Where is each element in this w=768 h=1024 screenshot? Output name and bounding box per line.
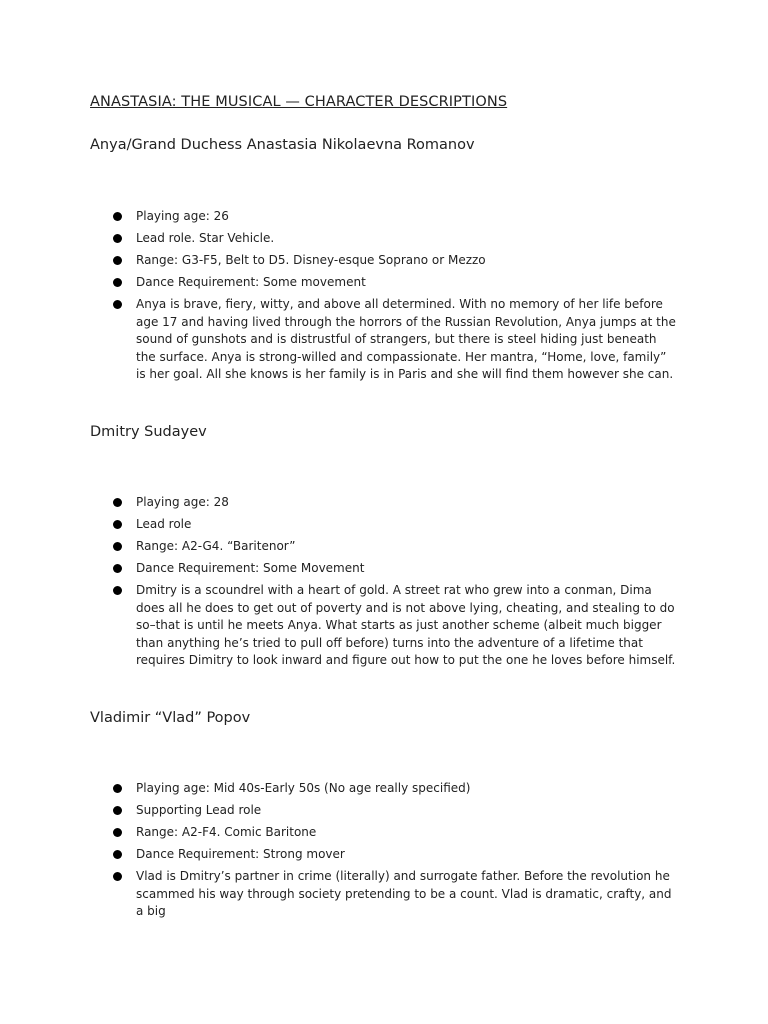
bullet-icon [113, 872, 122, 881]
list-item: Playing age: 28 [0, 494, 676, 512]
document-title: ANASTASIA: THE MUSICAL — CHARACTER DESCRIPTIONS [90, 94, 508, 110]
list-item: Vlad is Dmitry’s partner in crime (literally) and surrogate father. Before the revolution he scammed his way through society pretending to be a count. Vlad is dramatic, crafty, and a big [0, 868, 676, 921]
character-details-vlad [0, 780, 768, 925]
bullet-icon [113, 212, 122, 221]
list-item: Dmitry is a scoundrel with a heart of gold. A street rat who grew into a conman, Dima does all he does to get out of poverty and is not above lying, cheating, and stealing to do so–that is until he meets Anya. What starts as just another scheme (albeit much bigger than anything he’s tried to pull off before) turns into the adventure of a lifetime that requires Dimitry to look inward and figure out how to put the one he loves before himself. [0, 582, 676, 670]
character-name-vlad: Vladimir “Vlad” Popov [90, 710, 251, 726]
bullet-icon [113, 498, 122, 507]
bullet-icon [113, 234, 122, 243]
bullet-icon [113, 828, 122, 837]
list-item: Anya is brave, fiery, witty, and above all determined. With no memory of her life before age 17 and having lived through the horrors of the Russian Revolution, Anya jumps at the sound of gunshots and is distrustful of strangers, but there is steel hiding just beneath the surface. Anya is strong-willed and compassionate. Her mantra, “Home, love, family” is her goal. All she knows is her family is in Paris and she will find them however she can. [0, 296, 676, 384]
list-item: Range: A2-F4. Comic Baritone [0, 824, 676, 842]
list-item: Playing age: Mid 40s-Early 50s (No age really specified) [0, 780, 676, 798]
bullet-icon [113, 586, 122, 595]
list-item: Dance Requirement: Some movement [0, 274, 676, 292]
list-item: Lead role. Star Vehicle. [0, 230, 676, 248]
bullet-icon [113, 300, 122, 309]
bullet-icon [113, 806, 122, 815]
bullet-icon [113, 564, 122, 573]
bullet-icon [113, 278, 122, 287]
list-item: Supporting Lead role [0, 802, 676, 820]
bullet-icon [113, 850, 122, 859]
bullet-icon [113, 542, 122, 551]
bullet-icon [113, 784, 122, 793]
bullet-icon [113, 520, 122, 529]
list-item: Playing age: 26 [0, 208, 676, 226]
list-item: Lead role [0, 516, 676, 534]
character-name-dmitry: Dmitry Sudayev [90, 424, 207, 440]
character-details-anya [0, 208, 768, 388]
list-item: Range: A2-G4. “Baritenor” [0, 538, 676, 556]
bullet-icon [113, 256, 122, 265]
list-item: Dance Requirement: Strong mover [0, 846, 676, 864]
list-item: Dance Requirement: Some Movement [0, 560, 676, 578]
character-details-dmitry [0, 494, 768, 674]
list-item: Range: G3-F5, Belt to D5. Disney-esque Soprano or Mezzo [0, 252, 676, 270]
character-name-anya: Anya/Grand Duchess Anastasia Nikolaevna Romanov [90, 137, 475, 153]
